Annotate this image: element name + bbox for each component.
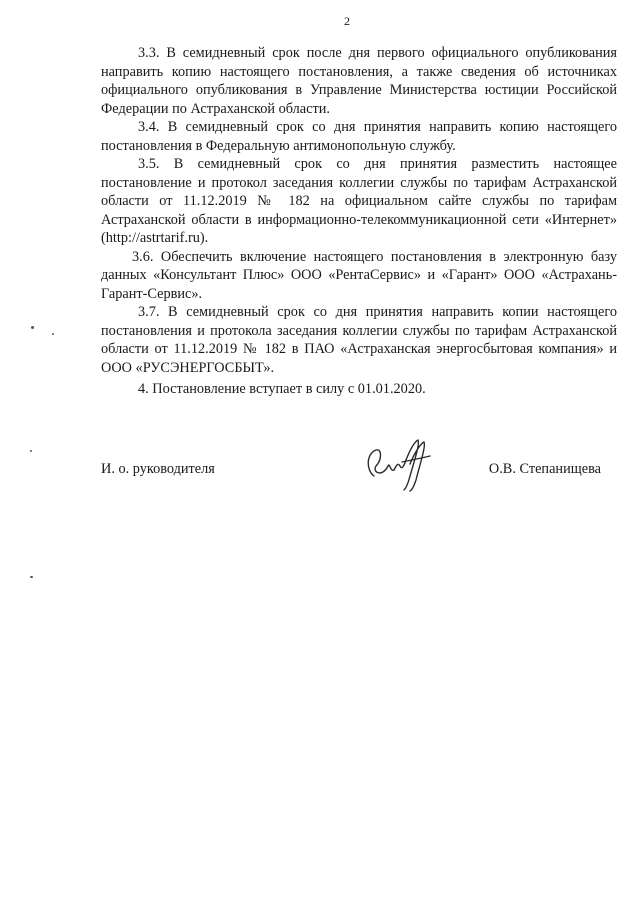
- paragraph-3-6: 3.6. Обеспечить включение настоящего постановления в электронную базу данных «Консультант Плюс» ООО «РентаСервис» и «Гарант» ООО «Астрахань-Гарант-Сервис».: [101, 248, 617, 302]
- signatory-role: И. о. руководителя: [101, 461, 215, 477]
- paragraph-3-3: 3.3. В семидневный срок после дня первого официального опубликования направить копию настоящего постановления, а также сведения об источниках официального опубликования в Управление Министерства юстиции Российской Федерации по Астраханской области.: [101, 45, 617, 117]
- scan-speck: [52, 333, 54, 335]
- paragraph-3-7: 3.7. В семидневный срок со дня принятия направить копии настоящего постановления и протокола заседания коллегии службы по тарифам Астраханской области от 11.12.2019 № 182 в ПАО «Астраханская энергосбытовая компания» и ООО «РУСЭНЕРГОСБЫТ».: [101, 304, 617, 376]
- scan-speck: [30, 450, 32, 452]
- document-body: [101, 44, 617, 399]
- handwritten-signature: [360, 436, 440, 492]
- paragraph-3-5: 3.5. В семидневный срок со дня принятия разместить настоящее постановление и протокол заседания коллегии службы по тарифам Астраханской области от 11.12.2019 № 182 на официальном сайте службы по тарифам Астраханской области в информационно-телекоммуникационной сети «Интернет» (http://astrtarif.ru).: [101, 156, 617, 246]
- scan-speck: [31, 326, 34, 329]
- page-number: 2: [344, 14, 350, 28]
- paragraph-3-4: 3.4. В семидневный срок со дня принятия направить копию настоящего постановления в Федеральную антимонопольную службу.: [101, 119, 617, 154]
- scan-speck: [30, 576, 33, 578]
- paragraph-4: 4. Постановление вступает в силу с 01.01.2020.: [138, 381, 426, 397]
- signatory-name: О.В. Степанищева: [488, 461, 601, 477]
